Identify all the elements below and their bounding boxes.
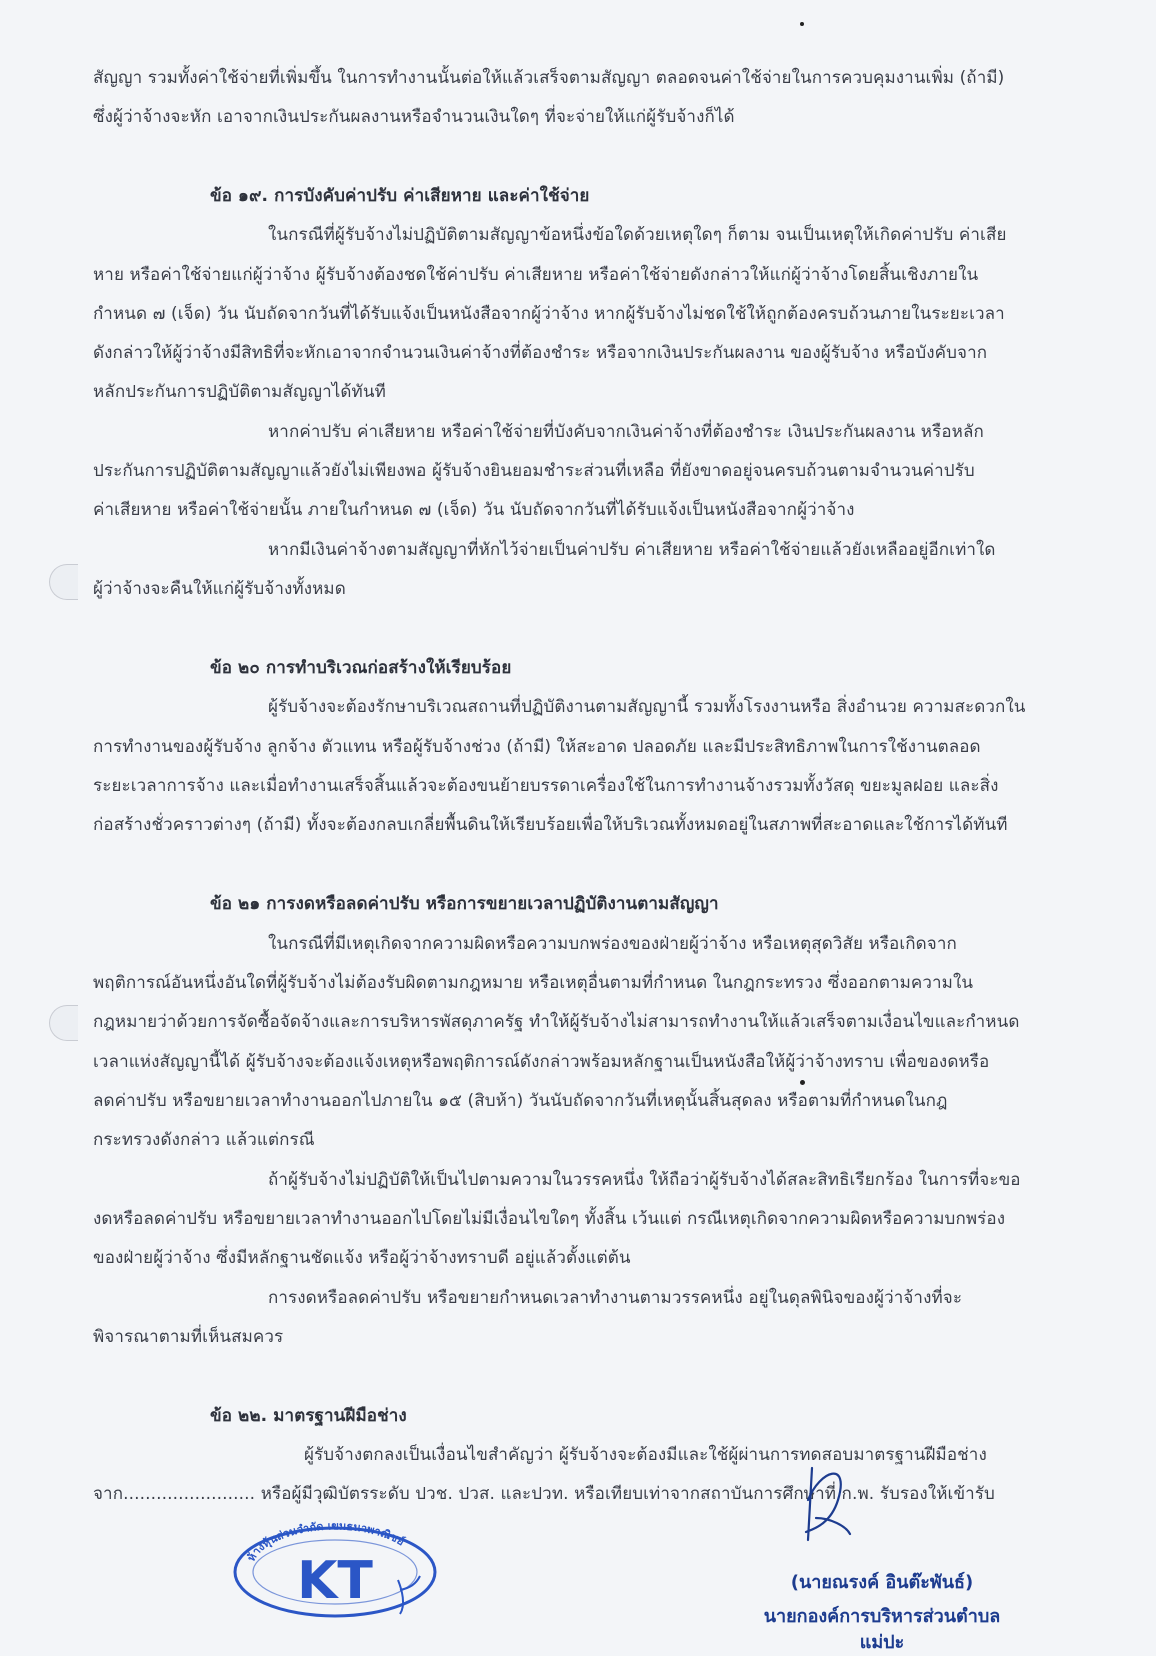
body-line: หากมีเงินค่าจ้างตามสัญญาที่หักไว้จ่ายเป็นค่าปรับ ค่าเสียหาย หรือค่าใช้จ่ายแล้วยังเหลืออยู่อีกเท่าใด (268, 540, 996, 560)
punch-hole (49, 564, 78, 600)
clause-19-heading: ข้อ ๑๙. การบังคับค่าปรับ ค่าเสียหาย และค่าใช้จ่าย (210, 186, 590, 206)
body-line: เวลาแห่งสัญญานี้ได้ ผู้รับจ้างจะต้องแจ้งเหตุหรือพฤติการณ์ดังกล่าวพร้อมหลักฐานเป็นหนังสือให้ผู้ว่าจ้างทราบ เพื่อของดหรือ (93, 1052, 990, 1072)
clause-21-heading: ข้อ ๒๑ การงดหรือลดค่าปรับ หรือการขยายเวลาปฏิบัติงานตามสัญญา (210, 894, 719, 914)
stamp-arc-text: ห้างหุ้นส่วนจำกัด เขมธนาพาณิชย์ (244, 1519, 407, 1564)
body-line: ดังกล่าวให้ผู้ว่าจ้างมีสิทธิที่จะหักเอาจากจำนวนเงินค่าจ้างที่ต้องชำระ หรือจากเงินประกันผลงาน ของผู้รับจ้าง หรือบังคับจาก (93, 343, 988, 363)
body-line: กฎหมายว่าด้วยการจัดซื้อจัดจ้างและการบริหารพัสดุภาครัฐ ทำให้ผู้รับจ้างไม่สามารถทำงานให้แล้วเสร็จตามเงื่อนไขและกำหนด (93, 1012, 1020, 1032)
body-line: กระทรวงดังกล่าว แล้วแต่กรณี (93, 1130, 315, 1150)
ink-speck (800, 1080, 805, 1085)
body-line: ประกันการปฏิบัติตามสัญญาแล้วยังไม่เพียงพอ ผู้รับจ้างยินยอมชำระส่วนที่เหลือ ที่ยังขาดอยู่จนครบถ้วนตามจำนวนค่าปรับ (93, 461, 975, 481)
clause-22-heading: ข้อ ๒๒. มาตรฐานฝีมือช่าง (210, 1406, 407, 1426)
stamp-graphic (230, 1510, 440, 1620)
body-line: ซึ่งผู้ว่าจ้างจะหัก เอาจากเงินประกันผลงานหรือจำนวนเงินใดๆ ที่จะจ่ายให้แก่ผู้รับจ้างก็ได้ (93, 107, 735, 127)
body-line: พฤติการณ์อันหนึ่งอันใดที่ผู้รับจ้างไม่ต้องรับผิดตามกฎหมาย หรือเหตุอื่นตามที่กำหนด ในกฎกระทรวง ซึ่งออกตามความใน (93, 973, 974, 993)
signature-scribble (790, 1460, 870, 1570)
body-line: สัญญา รวมทั้งค่าใช้จ่ายที่เพิ่มขึ้น ในการทำงานนั้นต่อให้แล้วเสร็จตามสัญญา ตลอดจนค่าใช้จ่ายในการควบคุมงานเพิ่ม (ถ้ามี) (93, 68, 1005, 88)
body-line: หากค่าปรับ ค่าเสียหาย หรือค่าใช้จ่ายที่บังคับจากเงินค่าจ้างที่ต้องชำระ เงินประกันผลงาน หรือหลัก (268, 422, 984, 442)
company-stamp (230, 1510, 440, 1624)
body-line: การทำงานของผู้รับจ้าง ลูกจ้าง ตัวแทน หรือผู้รับจ้างช่วง (ถ้ามี) ให้สะอาด ปลอดภัย และมีประสิทธิภาพในการใช้งานตลอด (93, 737, 981, 757)
punch-hole (49, 1005, 78, 1041)
body-line: หาย หรือค่าใช้จ่ายแก่ผู้ว่าจ้าง ผู้รับจ้างต้องชดใช้ค่าปรับ ค่าเสียหาย หรือค่าใช้จ่ายดังกล่าวให้แก่ผู้ว่าจ้างโดยสิ้นเชิงภายใน (93, 265, 979, 285)
clause-20-heading: ข้อ ๒๐ การทำบริเวณก่อสร้างให้เรียบร้อย (210, 658, 512, 678)
body-line: ในกรณีที่ผู้รับจ้างไม่ปฏิบัติตามสัญญาข้อหนึ่งข้อใดด้วยเหตุใดๆ ก็ตาม จนเป็นเหตุให้เกิดค่าปรับ ค่าเสีย (268, 225, 1007, 245)
body-line: ก่อสร้างชั่วคราวต่างๆ (ถ้ามี) ทั้งจะต้องกลบเกลี่ยพื้นดินให้เรียบร้อยเพื่อให้บริเวณทั้งหมดอยู่ในสภาพที่สะอาดและใช้การได้ทันที (93, 815, 1008, 835)
body-line: จาก........................ หรือผู้มีวุฒิบัตรระดับ ปวช. ปวส. และปวท. หรือเทียบเท่าจากสถาบันการศึกษาที่ ก.พ. รับรองให้เข้ารับ (93, 1484, 995, 1504)
body-line: ผู้รับจ้างจะต้องรักษาบริเวณสถานที่ปฏิบัติงานตามสัญญานี้ รวมทั้งโรงงานหรือ สิ่งอำนวย ความสะดวกใน (268, 697, 1026, 717)
body-line: ผู้ว่าจ้างจะคืนให้แก่ผู้รับจ้างทั้งหมด (93, 579, 346, 599)
body-line: งดหรือลดค่าปรับ หรือขยายเวลาทำงานออกไปโดยไม่มีเงื่อนไขใดๆ ทั้งสิ้น เว้นแต่ กรณีเหตุเกิดจากความผิดหรือความบกพร่อง (93, 1209, 1006, 1229)
signatory-title: นายกองค์การบริหารส่วนตำบลแม่ปะ (763, 1606, 1001, 1653)
body-line: ของฝ่ายผู้ว่าจ้าง ซึ่งมีหลักฐานชัดแจ้ง หรือผู้ว่าจ้างทราบดี อยู่แล้วตั้งแต่ต้น (93, 1248, 631, 1268)
body-line: หลักประกันการปฏิบัติตามสัญญาได้ทันที (93, 382, 386, 402)
body-line: ค่าเสียหาย หรือค่าใช้จ่ายนั้น ภายในกำหนด ๗ (เจ็ด) วัน นับถัดจากวันที่ได้รับแจ้งเป็นหนังสือจากผู้ว่าจ้าง (93, 500, 855, 520)
body-line: การงดหรือลดค่าปรับ หรือขยายกำหนดเวลาทำงานตามวรรคหนึ่ง อยู่ในดุลพินิจของผู้ว่าจ้างที่จะ (268, 1288, 963, 1308)
ink-speck (800, 22, 804, 26)
body-line: ในกรณีที่มีเหตุเกิดจากความผิดหรือความบกพร่องของฝ่ายผู้ว่าจ้าง หรือเหตุสุดวิสัย หรือเกิดจาก (268, 934, 957, 954)
signature-block (752, 1570, 1012, 1656)
body-line: กำหนด ๗ (เจ็ด) วัน นับถัดจากวันที่ได้รับแจ้งเป็นหนังสือจากผู้ว่าจ้าง หากผู้รับจ้างไม่ชดใช้ให้ถูกต้องครบถ้วนภายในระยะเวลา (93, 304, 1005, 324)
body-line: พิจารณาตามที่เห็นสมควร (93, 1327, 284, 1347)
stamp-letters: KT (297, 1551, 373, 1611)
signatory-name: (นายณรงค์ อินต๊ะพันธ์) (790, 1572, 974, 1593)
body-line: ผู้รับจ้างตกลงเป็นเงื่อนไขสำคัญว่า ผู้รับจ้างจะต้องมีและใช้ผู้ผ่านการทดสอบมาตรฐานฝีมือช่าง (304, 1445, 987, 1465)
body-line: ลดค่าปรับ หรือขยายเวลาทำงานออกไปภายใน ๑๕ (สิบห้า) วันนับถัดจากวันที่เหตุนั้นสิ้นสุดลง หรือตามที่กำหนดในกฎ (93, 1091, 948, 1111)
body-line: ถ้าผู้รับจ้างไม่ปฏิบัติให้เป็นไปตามความในวรรคหนึ่ง ให้ถือว่าผู้รับจ้างได้สละสิทธิเรียกร้อง ในการที่จะขอ (268, 1170, 1021, 1190)
body-line: ระยะเวลาการจ้าง และเมื่อทำงานเสร็จสิ้นแล้วจะต้องขนย้ายบรรดาเครื่องใช้ในการทำงานจ้างรวมทั้งวัสดุ ขยะมูลฝอย และสิ่ง (93, 776, 999, 796)
